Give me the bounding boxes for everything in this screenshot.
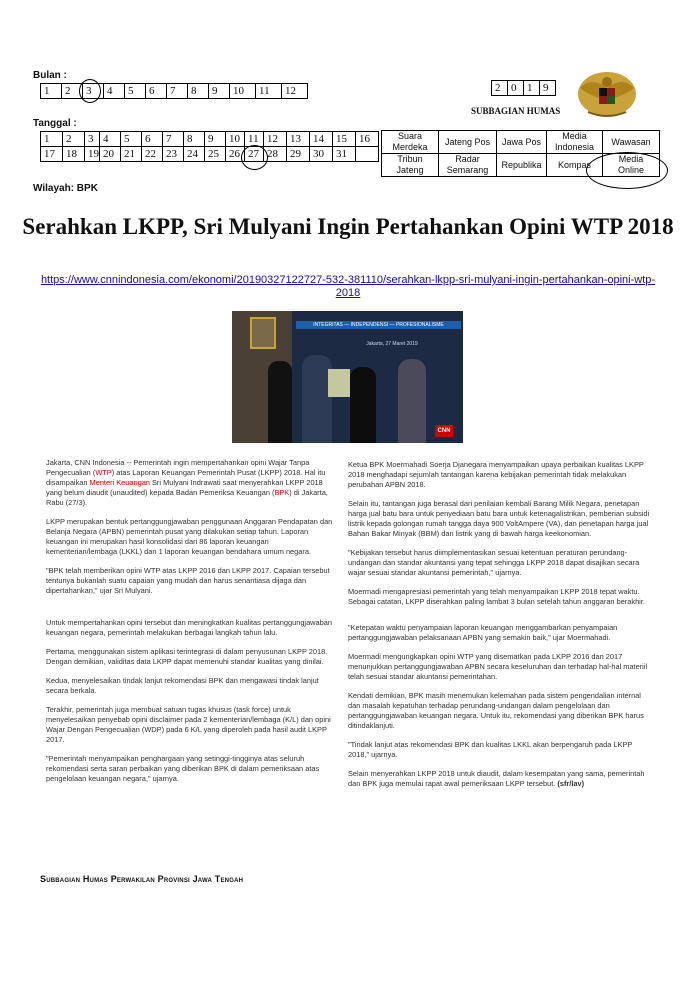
article-title: Serahkan LKPP, Sri Mulyani Ingin Pertahankan Opini WTP 2018 — [22, 214, 674, 239]
bulan-circle-mark — [79, 79, 101, 103]
bulan-cell: 5 — [125, 84, 146, 99]
article-paragraph: Kendati demikian, BPK masih menemukan kelemahan pada sistem pengendalian internal dan masalah kepatuhan terhadap perundang-undangan dalam pengelolaan dan pertanggungjawaban keuangan negara. Untuk itu, rekomendasi yang diberikan BPK harus ditindaklanjuti. — [348, 691, 644, 730]
text-run: ) atas Laporan Keuangan Pemerintah Pusat (LKPP) 2018. Hal itu disampaikan — [46, 468, 326, 487]
media-online-circle-mark — [586, 152, 668, 189]
menteri-keuangan-link[interactable]: Menteri Keuangan — [89, 478, 150, 487]
media-cell: Radar Semarang — [439, 154, 497, 177]
bulan-cell: 3 — [83, 84, 104, 99]
bulan-cell: 6 — [146, 84, 167, 99]
year-digit: 2 — [492, 81, 508, 96]
tanggal-cell: 24 — [184, 147, 205, 162]
tanggal-cell: 13 — [287, 132, 310, 147]
org-label: SUBBAGIAN HUMAS — [471, 106, 561, 116]
tanggal-cell: 6 — [142, 132, 163, 147]
article-right-column — [348, 460, 652, 798]
tanggal-cell: 27 — [245, 147, 264, 162]
tanggal-cell: 26 — [226, 147, 245, 162]
bulan-cell: 10 — [230, 84, 256, 99]
year-table — [491, 80, 556, 96]
photo-banner: INTEGRITAS — INDEPENDENSI — PROFESIONALISME — [296, 321, 461, 329]
tanggal-cell: 21 — [121, 147, 142, 162]
year-digit: 0 — [508, 81, 524, 96]
article-paragraph: Moermadi mengungkapkan opini WTP yang disematkan pada LKPP 2016 dan 2017 menunjukkan pertanggungjawaban APBN secara keseluruhan dan terhadap hal-hal materiil telah sesuai standar akuntansi pemerintahan. — [348, 652, 648, 681]
media-cell: Media Indonesia — [547, 131, 603, 154]
article-paragraph: "Ketepatan waktu penyampaian laporan keuangan menggambarkan penyampaian pertanggungjawaban pelaksanaan APBN yang semakin baik," ujar Moermahadi. — [348, 623, 618, 642]
article-paragraph: Moermadi mengapresiasi pemerintah yang telah menyampaikan LKPP 2018 tepat waktu. Sebagai catatan, LKPP diserahkan paling lambat 3 bulan setelah tahun anggaran berakhir. — [348, 587, 645, 606]
tanggal-cell: 8 — [184, 132, 205, 147]
tanggal-cell: 3 — [85, 132, 100, 147]
tanggal-cell: 22 — [142, 147, 163, 162]
tanggal-cell: 10 — [226, 132, 245, 147]
tanggal-cell: 16 — [356, 132, 379, 147]
tanggal-cell: 11 — [245, 132, 264, 147]
article-paragraph: Ketua BPK Moermahadi Soerja Djanegara menyampaikan upaya perbaikan kualitas LKPP 2018 menghadapi sejumlah tantangan karena kebijakan pemerintah tidak melakukan perubahan APBN 2018. — [348, 460, 644, 489]
text-run: Jakarta, CNN Indonesia -- Pemerintah ingin mempertahankan opini Wajar Tanpa Pengecualian ( — [46, 458, 310, 477]
media-cell: Wawasan — [603, 131, 660, 154]
footer-org: Subbagian Humas Perwakilan Provinsi Jawa Tengah — [40, 874, 244, 884]
tanggal-cell: 18 — [63, 147, 85, 162]
tanggal-cell: 28 — [264, 147, 287, 162]
media-cell: Jawa Pos — [497, 131, 547, 154]
bulan-cell: 2 — [62, 84, 83, 99]
year-digit: 1 — [524, 81, 540, 96]
article-paragraph: Pertama, menggunakan sistem aplikasi terintegrasi di dalam penyusunan LKPP 2018. Dengan demikian, validitas data LKPP dapat memenuhi standar kualitas yang dinilai. — [46, 647, 328, 666]
bulan-cell: 9 — [209, 84, 230, 99]
media-cell: Tribun Jateng — [382, 154, 439, 177]
article-paragraph: Untuk mempertahankan opini tersebut dan meningkatkan kualitas pertanggungjawaban keuangan negara, pemerintah melakukan berbagai langkah tahun lalu. — [46, 618, 332, 637]
tanggal-cell: 5 — [121, 132, 142, 147]
garuda-logo-icon — [576, 70, 638, 120]
tanggal-cell: 12 — [264, 132, 287, 147]
article-url-link[interactable]: https://www.cnnindonesia.com/ekonomi/20190327122727-532-381110/serahkan-lkpp-sri-mulyani-ingin-pertahankan-opini-wtp-2018 — [40, 274, 656, 299]
year-digit: 9 — [540, 81, 556, 96]
article-paragraph: Selain itu, tantangan juga berasal dari penilaian kembali Barang Milik Negara, penetapan harga jual batu bara untuk penyediaan batu bara untuk ketenagalistrikan, pemberian subsidi listrik kepada golongan rumah tangga daya 900 VoltAmpere (VA), dan penetapan harga jual Bahan Bakar Minyak (BBM) dan listrik yang di bawah harga keekonomian. — [348, 499, 650, 538]
article-paragraph: LKPP merupakan bentuk pertanggungjawaban penggunaan Anggaran Pendapatan dan Belanja Negara (APBN) pemerintah pusat yang dilakukan setiap tahun. Laporan keuangan ini merupakan hasil konsolidasi dari 86 laporan keuangan kementerian/lembaga (LKKL) dan 1 laporan keuangan bendahara umum negara. — [46, 517, 333, 556]
person-figure — [350, 367, 376, 443]
tanggal-cell: 29 — [287, 147, 310, 162]
person-figure — [398, 359, 426, 443]
bulan-cell: 1 — [41, 84, 62, 99]
person-figure — [268, 361, 292, 443]
tanggal-cell: 20 — [100, 147, 121, 162]
article-paragraph: "Tindak lanjut atas rekomendasi BPK dan kualitas LKKL akan berpengaruh pada LKPP 2018," ujarnya. — [348, 740, 633, 759]
article-left-column — [46, 458, 338, 793]
tanggal-cell: 31 — [333, 147, 356, 162]
tanggal-cell: 9 — [205, 132, 226, 147]
wtp-link[interactable]: WTP — [95, 468, 112, 477]
article-paragraph: "Kebijakan tersebut harus diimplementasikan sesuai ketentuan peraturan perundang-undangan dan standar akuntansi yang tepat sehingga LKPP 2018 dapat disajikan secara wajar sesuai standar akuntansi pemerintah," ujarnya. — [348, 548, 640, 577]
tanggal-cell: 17 — [41, 147, 63, 162]
media-cell: Republika — [497, 154, 547, 177]
tanggal-cell: 25 — [205, 147, 226, 162]
media-cell: Kompas — [547, 154, 603, 177]
tanggal-circle-mark — [241, 145, 268, 170]
bulan-cell: 4 — [104, 84, 125, 99]
article-paragraph: Kedua, menyelesaikan tindak lanjut rekomendasi BPK dan mengawasi tindak lanjut secara berkala. — [46, 676, 319, 695]
tanggal-cell — [356, 147, 379, 162]
media-cell: Suara Merdeka — [382, 131, 439, 154]
bpk-link[interactable]: BPK — [274, 488, 290, 497]
cnn-badge: CNN — [435, 425, 453, 437]
article-paragraph — [348, 769, 652, 789]
tanggal-cell: 7 — [163, 132, 184, 147]
text-run: ) di Jakarta, Rabu (27/3). — [46, 488, 328, 507]
tanggal-cell: 30 — [310, 147, 333, 162]
tanggal-cell: 2 — [63, 132, 85, 147]
tanggal-cell: 23 — [163, 147, 184, 162]
text-run: Sri Mulyani Indrawati saat menyerahkan LKPP 2018 yang belum diaudit (unaudited) kepada Badan Pemeriksa Keuangan ( — [46, 478, 323, 497]
tanggal-cell: 1 — [41, 132, 63, 147]
tanggal-label: Tanggal : — [33, 118, 77, 129]
article-paragraph: Terakhir, pemerintah juga membuat satuan tugas khusus (task force) untuk menyelesaikan penyebab opini disclaimer pada 2 kementerian/lembaga (K/L) dan opini Wajar Dengan Pengecualian (WDP) pada 6 K/L yang diperoleh pada hasil audit LKPP 2017. — [46, 705, 331, 744]
text-run: Selain menyerahkan LKPP 2018 untuk diaudit, dalam kesempatan yang sama, pemerintah dan BPK juga memulai rapat awal pemeriksaan LKPP tersebut. — [348, 769, 645, 788]
media-cell: Media Online — [603, 154, 660, 177]
portrait-frame-icon — [250, 317, 276, 349]
tanggal-cell: 4 — [100, 132, 121, 147]
bulan-cell: 8 — [188, 84, 209, 99]
tanggal-table — [40, 131, 379, 162]
tanggal-cell: 15 — [333, 132, 356, 147]
report-book-icon — [328, 369, 350, 397]
article-photo — [232, 311, 463, 443]
bulan-cell: 11 — [256, 84, 282, 99]
article-paragraph: "Pemerintah menyampaikan penghargaan yang setinggi-tingginya atas seluruh rekomendasi serta saran perbaikan yang diberikan BPK di dalam pemeriksaan atas pengelolaan keuangan negara," ujarnya. — [46, 754, 320, 783]
tanggal-cell: 19 — [85, 147, 100, 162]
article-paragraph: "BPK telah memberikan opini WTP atas LKPP 2016 dan LKPP 2017. Capaian tersebut tentunya bukanlah suatu capaian yang mudah dan harus senantiasa dijaga dan dipertahankan," ujar Sri Mulyani. — [46, 566, 330, 595]
photo-date: Jakarta, 27 Maret 2019 — [366, 341, 418, 347]
media-cell: Jateng Pos — [439, 131, 497, 154]
tanggal-cell: 14 — [310, 132, 333, 147]
bulan-cell: 7 — [167, 84, 188, 99]
article-paragraph — [46, 458, 338, 508]
bulan-cell: 12 — [282, 84, 308, 99]
bulan-label: Bulan : — [33, 70, 67, 81]
wilayah-label: Wilayah: BPK — [33, 183, 98, 194]
author-signature: (sfr/lav) — [557, 779, 585, 788]
